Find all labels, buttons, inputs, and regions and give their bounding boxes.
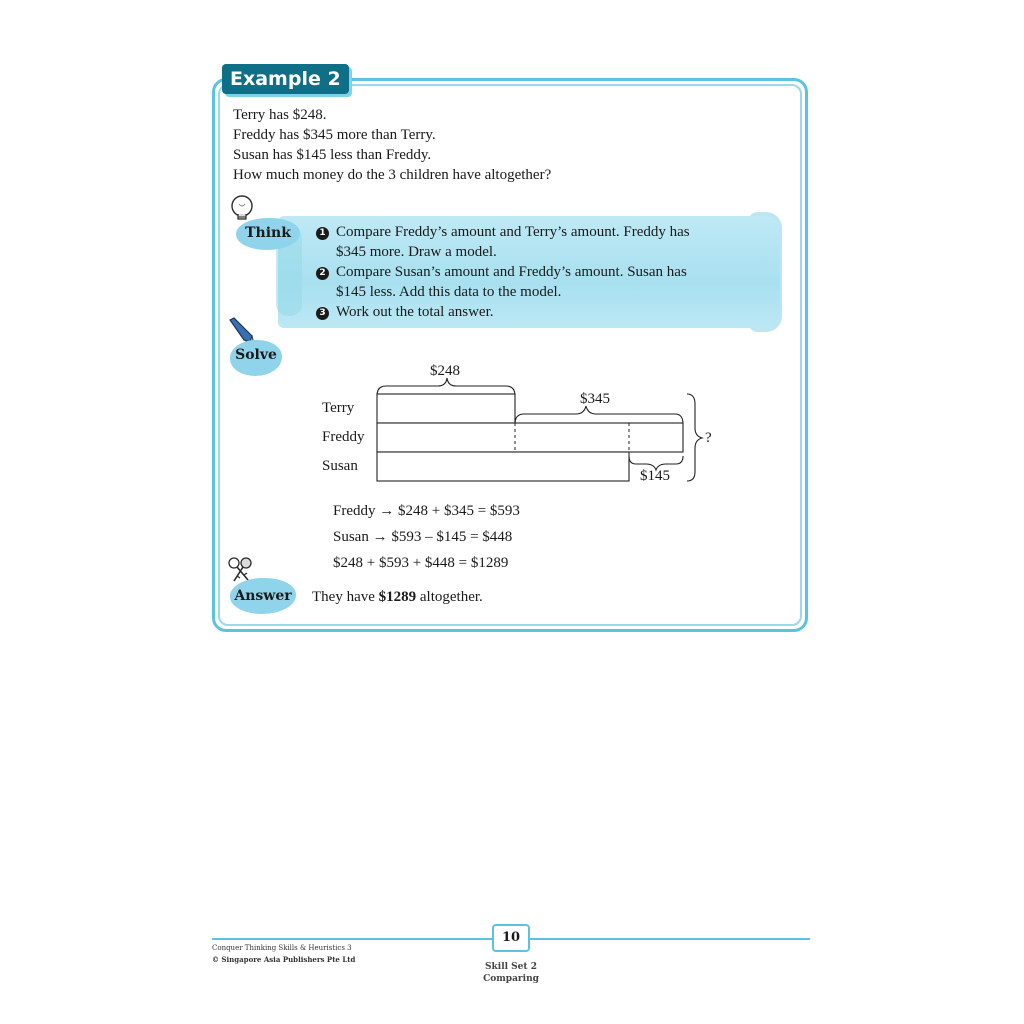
answer-sentence xyxy=(312,587,483,607)
question-line: How much money do the 3 children have altogether? xyxy=(233,167,552,183)
answer-prefix: They have xyxy=(312,589,379,605)
total-brace xyxy=(687,394,702,481)
calculation-line: $248 + $593 + $448 = $1289 xyxy=(333,555,509,571)
step-number: 3 xyxy=(316,307,329,320)
think-step-text: Work out the total answer. xyxy=(336,304,494,320)
calculation-line: Freddy → $248 + $345 = $593 xyxy=(333,503,520,519)
terry-brace xyxy=(377,378,515,396)
freddy-bar xyxy=(377,423,683,452)
difference-brace xyxy=(515,406,683,424)
think-step-text: Compare Susan’s amount and Freddy’s amount. Susan has xyxy=(336,264,687,280)
row-label: Susan xyxy=(322,458,358,474)
think-badge: Think xyxy=(236,218,300,250)
unknown-total-label: ? xyxy=(705,430,712,446)
think-step xyxy=(316,262,687,282)
copyright: © Singapore Asia Publishers Pte Ltd xyxy=(212,955,356,964)
terry-bar xyxy=(377,394,515,423)
think-step-text: Compare Freddy’s amount and Terry’s amount. Freddy has xyxy=(336,224,690,240)
row-label: Freddy xyxy=(322,429,365,445)
book-title: Conquer Thinking Skills & Heuristics 3 xyxy=(212,944,352,952)
think-step xyxy=(316,222,690,242)
step-number: 1 xyxy=(316,227,329,240)
difference-more-label: $345 xyxy=(580,391,610,407)
question-line: Susan has $145 less than Freddy. xyxy=(233,147,432,163)
solve-badge: Solve xyxy=(230,340,282,376)
page-number: 10 xyxy=(492,924,530,952)
difference-less-label: $145 xyxy=(640,468,670,484)
question-line: Freddy has $345 more than Terry. xyxy=(233,127,436,143)
calculation-line: Susan → $593 – $145 = $448 xyxy=(333,529,513,545)
section-name: Comparing xyxy=(483,974,539,984)
row-label: Terry xyxy=(322,400,355,416)
think-step-continued: $345 more. Draw a model. xyxy=(336,244,497,260)
question-line: Terry has $248. xyxy=(233,107,327,123)
think-step xyxy=(316,302,494,322)
susan-bar xyxy=(377,452,629,481)
step-number: 2 xyxy=(316,267,329,280)
answer-suffix: altogether. xyxy=(416,589,483,605)
answer-badge: Answer xyxy=(230,578,296,614)
think-step-continued: $145 less. Add this data to the model. xyxy=(336,284,562,300)
answer-value: $1289 xyxy=(378,589,417,605)
terry-amount-label: $248 xyxy=(430,363,460,379)
skill-set-label: Skill Set 2 xyxy=(485,962,537,972)
example-title: Example 2 xyxy=(222,64,349,94)
